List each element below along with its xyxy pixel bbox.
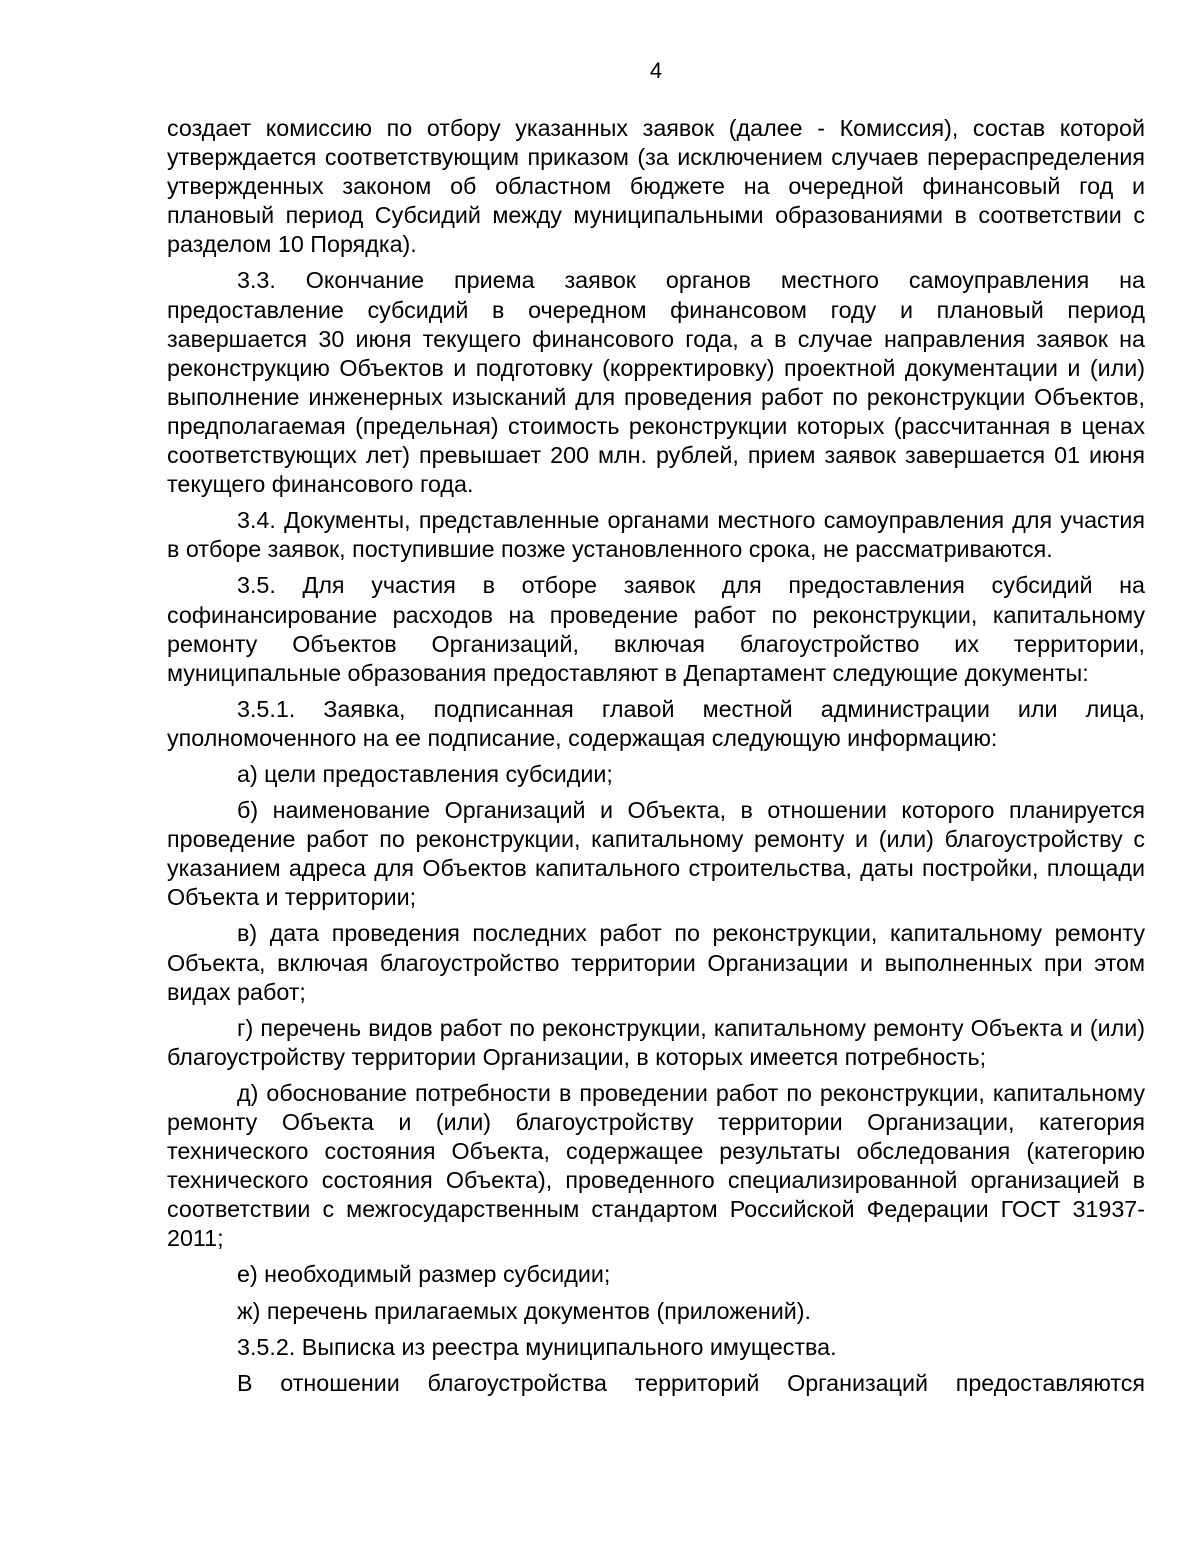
list-item-d: д) обоснование потребности в проведении работ по реконструкции, капитальному ремонту Объекта и (или) благоустройству территории Организации, категория технического состояния Объекта, содержащее результаты обследования (категорию технического состояния Объекта), проведенного специализированной организацией в соответствии с межгосударственным стандартом Российской Федерации ГОСТ 31937-2011; xyxy=(167,1079,1145,1252)
list-item-zh: ж) перечень прилагаемых документов (приложений). xyxy=(237,1297,812,1324)
paragraph-commission: создает комиссию по отбору указанных заявок (далее - Комиссия), состав которой утверждается соответствующим приказом (за исключением случаев перераспределения утвержденных законом об областном бюджете на очередной финансовый год и плановый период Субсидий между муниципальными образованиями в соответствии с разделом 10 Порядка). xyxy=(167,115,1145,258)
list-item-g: г) перечень видов работ по реконструкции, капитальному ремонту Объекта и (или) благоустройству территории Организации, в которых имеется потребность; xyxy=(167,1014,1145,1070)
paragraph-3-5-2: 3.5.2. Выписка из реестра муниципального имущества. xyxy=(237,1333,837,1360)
paragraph-3-4: 3.4. Документы, представленные органами местного самоуправления для участия в отборе заявок, поступившие позже установленного срока, не рассматриваются. xyxy=(167,507,1145,563)
paragraph-3-5: 3.5. Для участия в отборе заявок для предоставления субсидий на софинансирование расходов на проведение работ по реконструкции, капитальному ремонту Объектов Организаций, включая благоустройство их территории, муниципальные образования предоставляют в Департамент следующие документы: xyxy=(167,572,1145,686)
list-item-b: б) наименование Организаций и Объекта, в отношении которого планируется проведение работ по реконструкции, капитальному ремонту и (или) благоустройству с указанием адреса для Объектов капитального строительства, даты постройки, площади Объекта и территории; xyxy=(167,797,1145,911)
page-number: 4 xyxy=(649,58,663,83)
list-item-e: е) необходимый размер субсидии; xyxy=(237,1261,611,1288)
document-body xyxy=(167,114,1145,1405)
paragraph-3-5-1: 3.5.1. Заявка, подписанная главой местной администрации или лица, уполномоченного на ее подписание, содержащая следующую информацию: xyxy=(167,695,1145,751)
list-item-a: а) цели предоставления субсидии; xyxy=(237,760,613,787)
paragraph-landscaping: В отношении благоустройства территорий Организаций предоставляются xyxy=(237,1369,1145,1396)
document-page xyxy=(167,0,1145,1553)
list-item-v: в) дата проведения последних работ по реконструкции, капитальному ремонту Объекта, включая благоустройство территории Организации и выполненных при этом видах работ; xyxy=(167,920,1145,1005)
paragraph-3-3: 3.3. Окончание приема заявок органов местного самоуправления на предоставление субсидий в очередном финансовом году и плановый период завершается 30 июня текущего финансового года, а в случае направления заявок на реконструкцию Объектов и подготовку (корректировку) проектной документации и (или) выполнение инженерных изысканий для проведения работ по реконструкции Объектов, предполагаемая (предельная) стоимость реконструкции которых (рассчитанная в ценах соответствующих лет) превышает 200 млн. рублей, прием заявок завершается 01 июня текущего финансового года. xyxy=(167,267,1145,498)
